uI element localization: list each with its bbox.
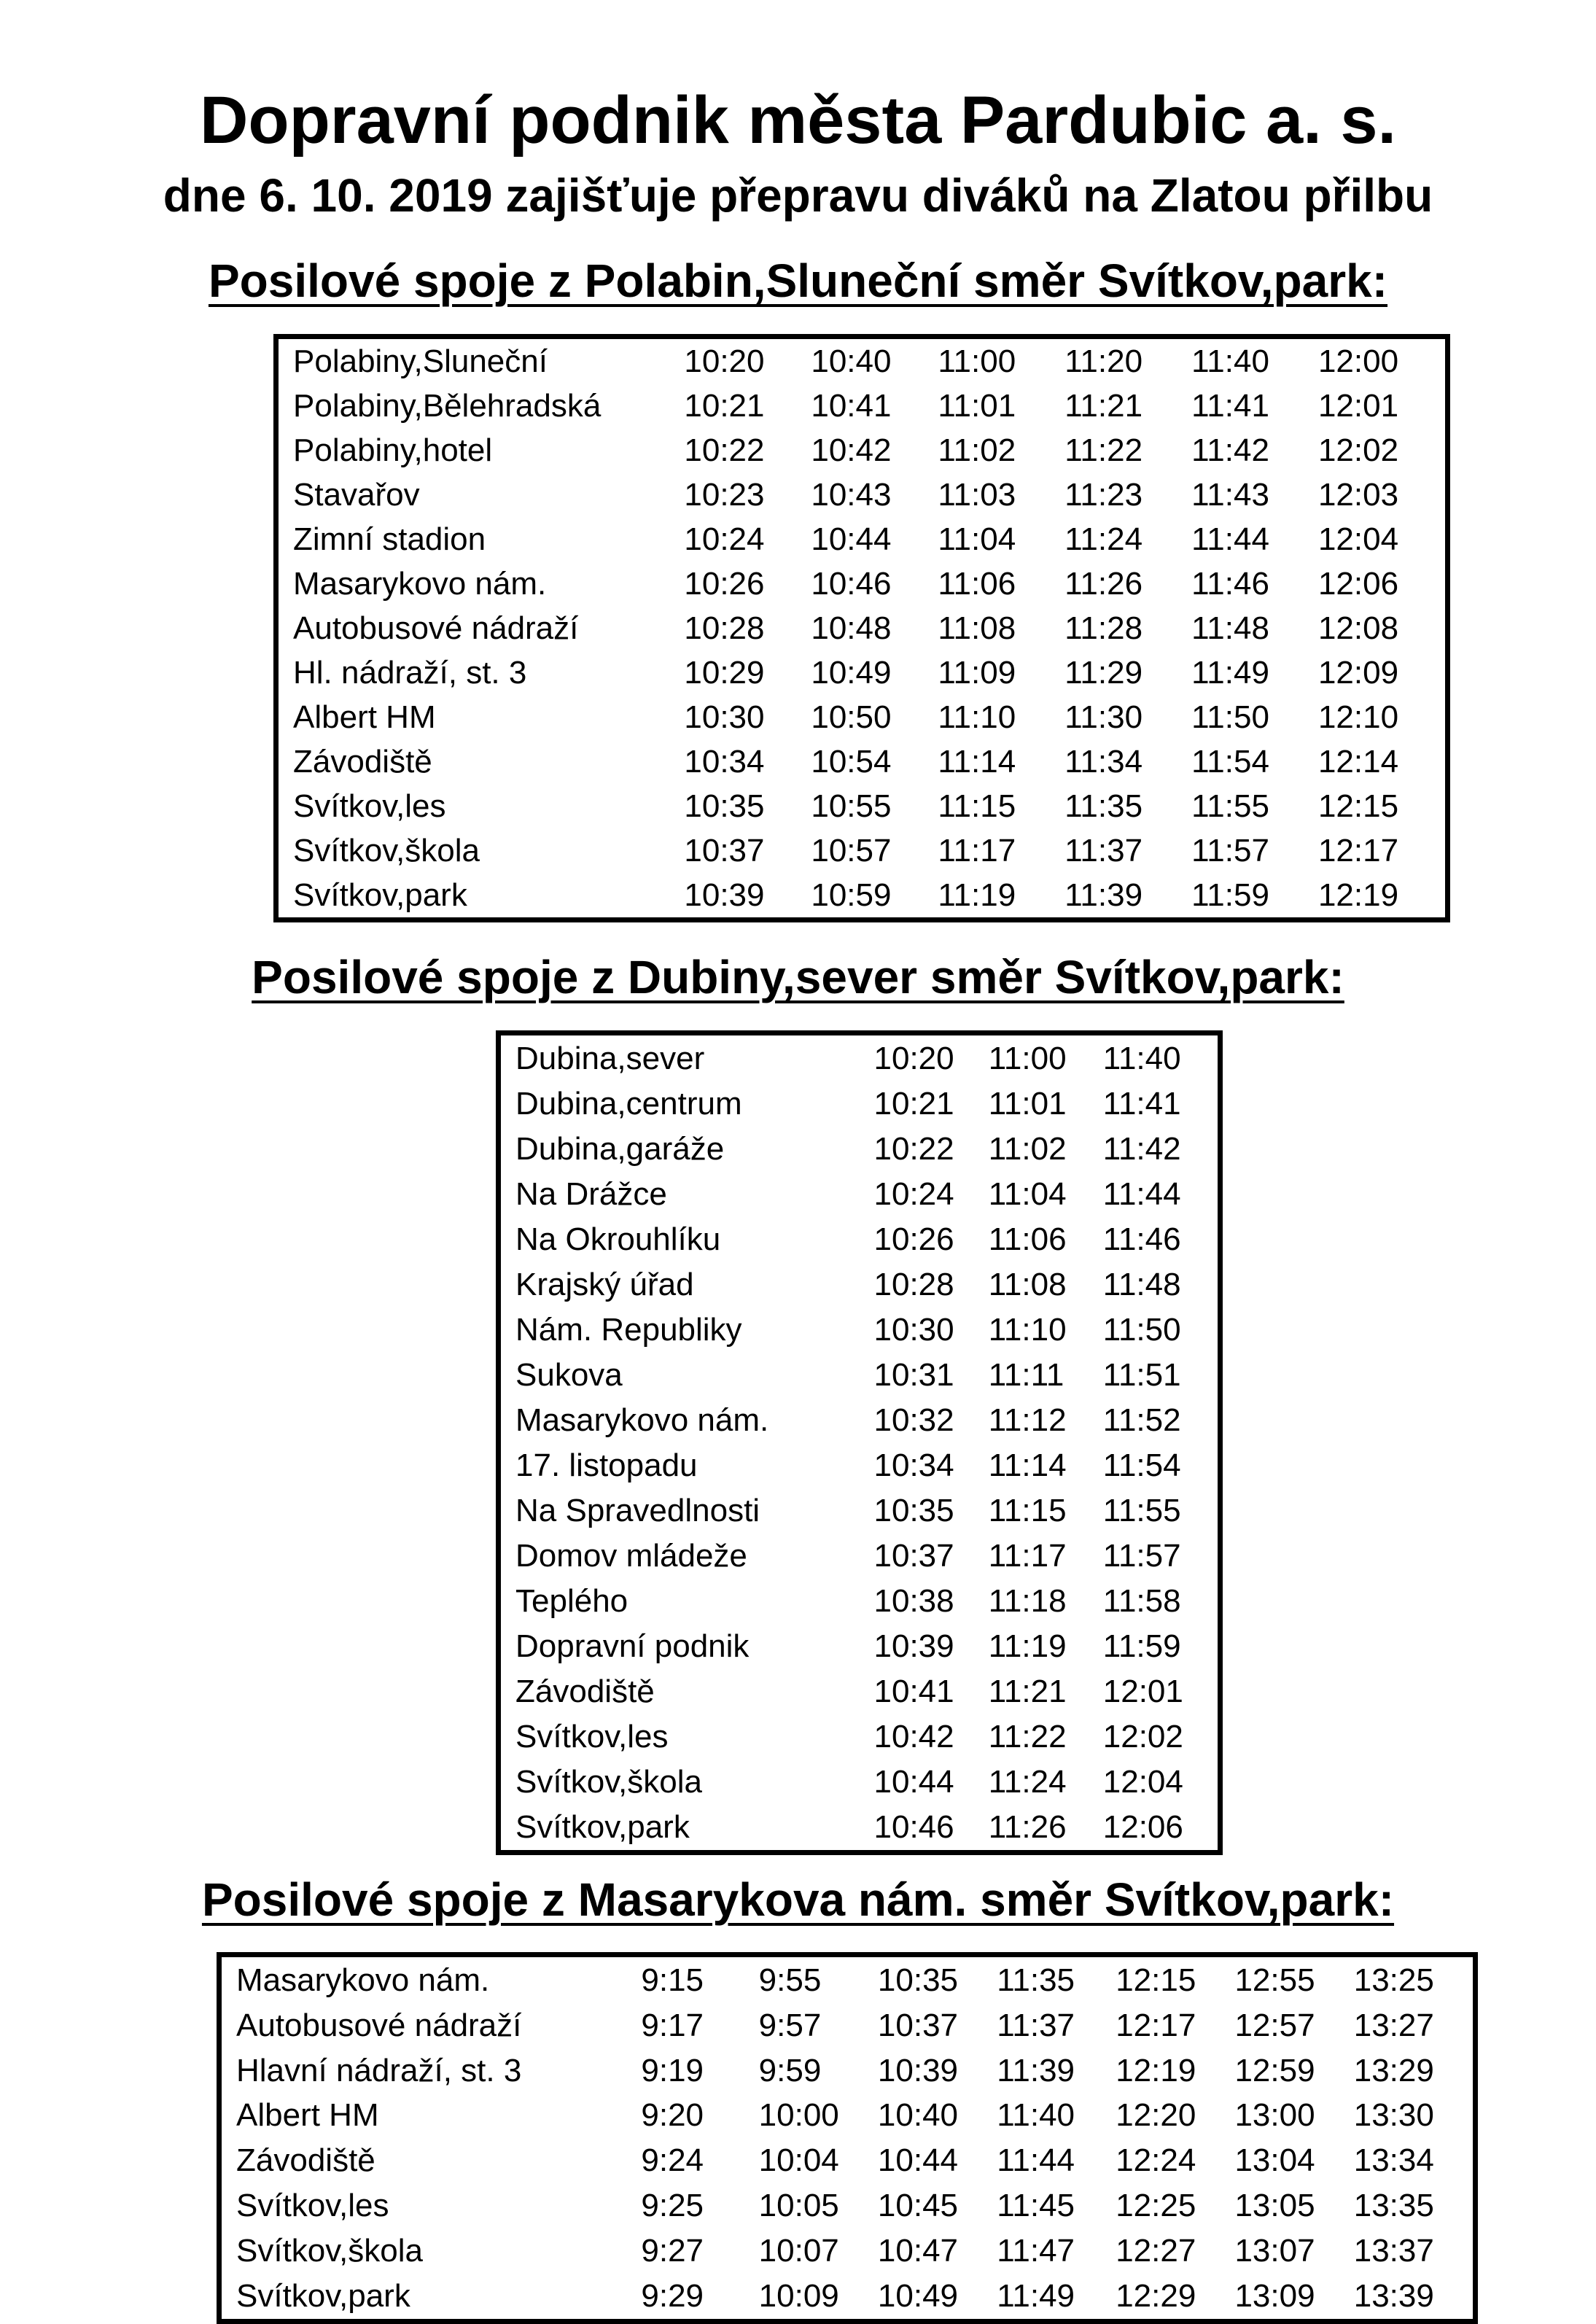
departure-time: 11:37: [1064, 833, 1143, 868]
departure-time: 9:17: [641, 2007, 704, 2043]
departure-time: 11:58: [1102, 1583, 1181, 1620]
departure-time: 12:01: [1317, 388, 1399, 424]
departure-time: 10:37: [873, 1538, 954, 1574]
stop-name: Svítkov,park: [293, 877, 467, 913]
departure-time: 13:00: [1234, 2097, 1315, 2134]
departure-time: 10:41: [873, 1674, 954, 1710]
stop-name: Svítkov,park: [236, 2278, 410, 2315]
stop-name: Albert HM: [293, 699, 436, 735]
departure-time: 12:57: [1234, 2007, 1315, 2043]
table-row: [276, 828, 1448, 873]
departure-time: 10:49: [877, 2278, 959, 2315]
departure-time: 10:44: [811, 521, 892, 557]
table-row: [499, 1126, 1221, 1171]
table-row: [499, 1216, 1221, 1262]
departure-time: 11:12: [988, 1402, 1067, 1438]
departure-time: 10:39: [877, 2052, 959, 2088]
stop-name: Autobusové nádraží: [236, 2007, 522, 2043]
departure-time: 11:02: [938, 432, 1016, 468]
stop-name: Na Okrouhlíku: [515, 1221, 721, 1257]
departure-time: 11:08: [938, 610, 1016, 646]
table-row: [499, 1171, 1221, 1216]
departure-time: 11:37: [997, 2007, 1075, 2043]
departure-time: 11:14: [988, 1447, 1067, 1483]
departure-time: 10:07: [758, 2233, 839, 2269]
departure-time: 10:44: [877, 2142, 959, 2179]
stop-name: Svítkov,les: [515, 1719, 669, 1755]
stop-name: Svítkov,škola: [236, 2233, 423, 2269]
departure-time: 9:25: [641, 2188, 704, 2224]
departure-time: 10:22: [684, 432, 765, 468]
table-row: [219, 2228, 1476, 2274]
table-row: [499, 1579, 1221, 1624]
departure-time: 10:30: [873, 1311, 954, 1348]
departure-time: 11:09: [938, 655, 1016, 691]
departure-time: 10:28: [873, 1266, 954, 1302]
departure-time: 11:49: [997, 2278, 1075, 2315]
departure-time: 10:24: [873, 1175, 954, 1212]
departure-time: 11:26: [1064, 566, 1143, 602]
departure-time: 11:29: [1064, 655, 1143, 691]
departure-time: 9:19: [641, 2052, 704, 2088]
table-row: [219, 2048, 1476, 2093]
departure-time: 9:27: [641, 2233, 704, 2269]
departure-time: 10:05: [758, 2188, 839, 2224]
departure-time: 11:43: [1191, 477, 1269, 513]
table-row: [276, 337, 1448, 384]
stop-name: Teplého: [515, 1583, 628, 1620]
departure-time: 11:22: [988, 1719, 1067, 1755]
stop-name: Závodiště: [515, 1674, 655, 1710]
departure-time: 11:35: [1064, 788, 1143, 824]
table-row: [276, 606, 1448, 650]
stop-name: Dopravní podnik: [515, 1628, 750, 1665]
departure-time: 12:00: [1317, 343, 1399, 379]
departure-time: 11:10: [988, 1311, 1067, 1348]
departure-time: 12:02: [1102, 1719, 1183, 1755]
table-row: [499, 1262, 1221, 1307]
departure-time: 12:04: [1102, 1764, 1183, 1800]
stop-name: Závodiště: [236, 2142, 375, 2179]
departure-time: 11:03: [938, 477, 1016, 513]
departure-time: 10:50: [811, 699, 892, 735]
table-row: [276, 428, 1448, 473]
departure-time: 11:42: [1191, 432, 1269, 468]
departure-time: 11:55: [1191, 788, 1269, 824]
stop-name: Hlavní nádraží, st. 3: [236, 2052, 522, 2088]
departure-time: 10:59: [811, 877, 892, 913]
stop-name: Hl. nádraží, st. 3: [293, 655, 527, 691]
table-row: [499, 1033, 1221, 1081]
table-row: [276, 739, 1448, 784]
departure-time: 12:09: [1317, 655, 1399, 691]
departure-time: 12:19: [1317, 877, 1399, 913]
departure-time: 12:17: [1317, 833, 1399, 868]
departure-time: 11:44: [997, 2142, 1075, 2179]
table-row: [276, 873, 1448, 920]
departure-time: 10:41: [811, 388, 892, 424]
table-row: [219, 2274, 1476, 2322]
departure-time: 11:44: [1191, 521, 1269, 557]
departure-time: 10:54: [811, 744, 892, 780]
table-row: [499, 1307, 1221, 1352]
departure-time: 13:34: [1353, 2142, 1434, 2179]
departure-time: 11:35: [997, 1962, 1075, 1998]
departure-time: 10:45: [877, 2188, 959, 2224]
departure-time: 12:15: [1317, 788, 1399, 824]
departure-time: 10:44: [873, 1764, 954, 1800]
departure-time: 11:01: [988, 1085, 1067, 1122]
departure-time: 12:29: [1116, 2278, 1196, 2315]
departure-time: 11:40: [1191, 343, 1269, 379]
stop-name: Masarykovo nám.: [293, 566, 547, 602]
departure-time: 11:46: [1191, 566, 1269, 602]
departure-time: 10:09: [758, 2278, 839, 2315]
table-row: [499, 1442, 1221, 1488]
departure-time: 11:40: [997, 2097, 1075, 2134]
departure-time: 10:35: [684, 788, 765, 824]
departure-time: 10:39: [873, 1628, 954, 1665]
departure-time: 10:46: [873, 1809, 954, 1846]
table-row: [219, 2183, 1476, 2228]
departure-time: 11:50: [1191, 699, 1269, 735]
departure-time: 10:46: [811, 566, 892, 602]
departure-time: 11:55: [1102, 1493, 1181, 1529]
departure-time: 12:14: [1317, 744, 1399, 780]
departure-time: 11:40: [1102, 1040, 1181, 1076]
stop-name: Polabiny,hotel: [293, 432, 493, 468]
table-row: [276, 650, 1448, 695]
departure-time: 9:24: [641, 2142, 704, 2179]
stop-name: Polabiny,Sluneční: [293, 343, 548, 379]
departure-time: 10:30: [684, 699, 765, 735]
table-row: [499, 1081, 1221, 1126]
departure-time: 10:34: [684, 744, 765, 780]
table-row: [499, 1669, 1221, 1714]
departure-time: 12:06: [1317, 566, 1399, 602]
departure-time: 11:18: [988, 1583, 1067, 1620]
departure-time: 10:24: [684, 521, 765, 557]
departure-time: 11:20: [1064, 343, 1143, 379]
departure-time: 9:29: [641, 2278, 704, 2315]
stop-name: Svítkov,park: [515, 1809, 690, 1846]
stop-name: Dubina,centrum: [515, 1085, 742, 1122]
departure-time: 11:19: [988, 1628, 1067, 1665]
departure-time: 12:24: [1116, 2142, 1196, 2179]
departure-time: 11:30: [1064, 699, 1143, 735]
departure-time: 10:00: [758, 2097, 839, 2134]
departure-time: 11:52: [1102, 1402, 1181, 1438]
table-row: [499, 1624, 1221, 1669]
departure-time: 10:39: [684, 877, 765, 913]
departure-time: 11:14: [938, 744, 1016, 780]
departure-time: 13:27: [1353, 2007, 1434, 2043]
departure-time: 12:10: [1317, 699, 1399, 735]
departure-time: 12:20: [1116, 2097, 1196, 2134]
departure-time: 13:29: [1353, 2052, 1434, 2088]
stop-name: Albert HM: [236, 2097, 379, 2134]
departure-time: 13:30: [1353, 2097, 1434, 2134]
departure-time: 11:28: [1064, 610, 1143, 646]
table-row: [276, 517, 1448, 561]
stop-name: Dubina,garáže: [515, 1130, 725, 1167]
table-row: [219, 2002, 1476, 2048]
departure-time: 10:42: [811, 432, 892, 468]
departure-time: 12:19: [1116, 2052, 1196, 2088]
departure-time: 11:47: [997, 2233, 1075, 2269]
departure-time: 12:25: [1116, 2188, 1196, 2224]
departure-time: 11:17: [938, 833, 1016, 868]
departure-time: 11:42: [1102, 1130, 1181, 1167]
table-row: [219, 2093, 1476, 2138]
page-subtitle: dne 6. 10. 2019 zajišťuje přepravu diváků na Zlatou přilbu: [163, 169, 1433, 222]
stop-name: Polabiny,Bělehradská: [293, 388, 602, 424]
stop-name: Svítkov,les: [293, 788, 446, 824]
departure-time: 10:40: [811, 343, 892, 379]
departure-time: 10:20: [684, 343, 765, 379]
departure-time: 12:15: [1116, 1962, 1196, 1998]
departure-time: 10:23: [684, 477, 765, 513]
stop-name: Nám. Republiky: [515, 1311, 742, 1348]
departure-time: 11:00: [938, 343, 1016, 379]
stop-name: Závodiště: [293, 744, 432, 780]
section-heading-polabiny: Posilové spoje z Polabin,Sluneční směr Svítkov,park:: [208, 254, 1388, 307]
departure-time: 13:39: [1353, 2278, 1434, 2315]
stop-name: Dubina,sever: [515, 1040, 705, 1076]
departure-time: 10:37: [877, 2007, 959, 2043]
table-row: [276, 784, 1448, 828]
stop-name: Masarykovo nám.: [236, 1962, 490, 1998]
departure-time: 12:17: [1116, 2007, 1196, 2043]
departure-time: 11:11: [988, 1356, 1064, 1393]
departure-time: 9:57: [758, 2007, 822, 2043]
timetable-polabiny: [273, 334, 1450, 922]
table-row: [499, 1805, 1221, 1853]
departure-time: 10:38: [873, 1583, 954, 1620]
departure-time: 11:24: [988, 1764, 1067, 1800]
table-row: [219, 1955, 1476, 2003]
departure-time: 13:04: [1234, 2142, 1315, 2179]
departure-time: 11:04: [988, 1175, 1067, 1212]
departure-time: 10:37: [684, 833, 765, 868]
departure-time: 11:57: [1191, 833, 1269, 868]
stop-name: Svítkov,les: [236, 2188, 389, 2224]
departure-time: 10:26: [873, 1221, 954, 1257]
stop-name: Svítkov,škola: [293, 833, 480, 868]
stop-name: Autobusové nádraží: [293, 610, 579, 646]
departure-time: 11:57: [1102, 1538, 1181, 1574]
departure-time: 11:17: [988, 1538, 1067, 1574]
departure-time: 10:20: [873, 1040, 954, 1076]
table-row: [499, 1760, 1221, 1805]
departure-time: 11:08: [988, 1266, 1067, 1302]
departure-time: 13:09: [1234, 2278, 1315, 2315]
departure-time: 11:26: [988, 1809, 1067, 1846]
departure-time: 10:32: [873, 1402, 954, 1438]
departure-time: 10:21: [684, 388, 765, 424]
departure-time: 13:37: [1353, 2233, 1434, 2269]
departure-time: 11:54: [1191, 744, 1269, 780]
timetable-masarykovo: [217, 1952, 1478, 2324]
stop-name: Krajský úřad: [515, 1266, 694, 1302]
departure-time: 12:08: [1317, 610, 1399, 646]
table-row: [499, 1488, 1221, 1534]
departure-time: 11:44: [1102, 1175, 1181, 1212]
stop-name: Svítkov,škola: [515, 1764, 702, 1800]
departure-time: 11:15: [988, 1493, 1067, 1529]
departure-time: 11:48: [1191, 610, 1269, 646]
departure-time: 10:57: [811, 833, 892, 868]
stop-name: Na Drážce: [515, 1175, 667, 1212]
section-heading-dubina: Posilové spoje z Dubiny,sever směr Svítkov,park:: [252, 951, 1344, 1003]
departure-time: 10:48: [811, 610, 892, 646]
departure-time: 11:39: [1064, 877, 1143, 913]
departure-time: 12:27: [1116, 2233, 1196, 2269]
stop-name: Domov mládeže: [515, 1538, 747, 1574]
departure-time: 11:49: [1191, 655, 1269, 691]
stop-name: Na Spravedlnosti: [515, 1493, 760, 1529]
table-row: [219, 2138, 1476, 2183]
departure-time: 13:25: [1353, 1962, 1434, 1998]
departure-time: 11:19: [938, 877, 1016, 913]
departure-time: 13:07: [1234, 2233, 1315, 2269]
departure-time: 11:34: [1064, 744, 1143, 780]
table-row: [276, 473, 1448, 517]
departure-time: 10:47: [877, 2233, 959, 2269]
departure-time: 11:04: [938, 521, 1016, 557]
departure-time: 10:49: [811, 655, 892, 691]
section-heading-masarykovo: Posilové spoje z Masarykova nám. směr Svítkov,park:: [201, 1873, 1395, 1926]
table-row: [276, 695, 1448, 739]
departure-time: 12:01: [1102, 1674, 1183, 1710]
departure-time: 10:42: [873, 1719, 954, 1755]
departure-time: 9:59: [758, 2052, 822, 2088]
departure-time: 12:03: [1317, 477, 1399, 513]
departure-time: 12:04: [1317, 521, 1399, 557]
departure-time: 10:35: [873, 1493, 954, 1529]
timetable-dubina: [496, 1030, 1223, 1855]
departure-time: 12:06: [1102, 1809, 1183, 1846]
departure-time: 11:39: [997, 2052, 1075, 2088]
departure-time: 11:21: [988, 1674, 1067, 1710]
stop-name: Masarykovo nám.: [515, 1402, 769, 1438]
table-row: [499, 1714, 1221, 1760]
departure-time: 11:41: [1191, 388, 1269, 424]
table-row: [499, 1352, 1221, 1397]
departure-time: 11:06: [938, 566, 1016, 602]
departure-time: 11:23: [1064, 477, 1143, 513]
departure-time: 9:55: [758, 1962, 822, 1998]
departure-time: 10:31: [873, 1356, 954, 1393]
stop-name: Sukova: [515, 1356, 623, 1393]
departure-time: 12:59: [1234, 2052, 1315, 2088]
departure-time: 10:43: [811, 477, 892, 513]
departure-time: 10:29: [684, 655, 765, 691]
stop-name: Zimní stadion: [293, 521, 486, 557]
departure-time: 11:10: [938, 699, 1016, 735]
departure-time: 10:40: [877, 2097, 959, 2134]
departure-time: 10:34: [873, 1447, 954, 1483]
departure-time: 11:46: [1102, 1221, 1181, 1257]
departure-time: 9:15: [641, 1962, 704, 1998]
departure-time: 11:41: [1102, 1085, 1181, 1122]
departure-time: 11:59: [1102, 1628, 1181, 1665]
departure-time: 12:02: [1317, 432, 1399, 468]
table-row: [499, 1397, 1221, 1442]
departure-time: 10:04: [758, 2142, 839, 2179]
departure-time: 11:24: [1064, 521, 1143, 557]
table-row: [499, 1534, 1221, 1579]
departure-time: 11:21: [1064, 388, 1143, 424]
departure-time: 11:48: [1102, 1266, 1181, 1302]
departure-time: 11:51: [1102, 1356, 1181, 1393]
departure-time: 13:35: [1353, 2188, 1434, 2224]
departure-time: 9:20: [641, 2097, 704, 2134]
departure-time: 11:54: [1102, 1447, 1181, 1483]
departure-time: 11:22: [1064, 432, 1143, 468]
departure-time: 11:59: [1191, 877, 1269, 913]
departure-time: 11:45: [997, 2188, 1075, 2224]
departure-time: 12:55: [1234, 1962, 1315, 1998]
departure-time: 11:50: [1102, 1311, 1181, 1348]
departure-time: 13:05: [1234, 2188, 1315, 2224]
stop-name: 17. listopadu: [515, 1447, 698, 1483]
departure-time: 10:26: [684, 566, 765, 602]
departure-time: 10:28: [684, 610, 765, 646]
page-title: Dopravní podnik města Pardubic a. s.: [199, 83, 1397, 158]
table-row: [276, 561, 1448, 606]
departure-time: 11:06: [988, 1221, 1067, 1257]
departure-time: 11:01: [938, 388, 1016, 424]
departure-time: 10:21: [873, 1085, 954, 1122]
table-row: [276, 384, 1448, 428]
departure-time: 10:22: [873, 1130, 954, 1167]
departure-time: 11:02: [988, 1130, 1067, 1167]
stop-name: Stavařov: [293, 477, 420, 513]
departure-time: 10:55: [811, 788, 892, 824]
departure-time: 11:15: [938, 788, 1016, 824]
departure-time: 11:00: [988, 1040, 1067, 1076]
departure-time: 10:35: [877, 1962, 959, 1998]
